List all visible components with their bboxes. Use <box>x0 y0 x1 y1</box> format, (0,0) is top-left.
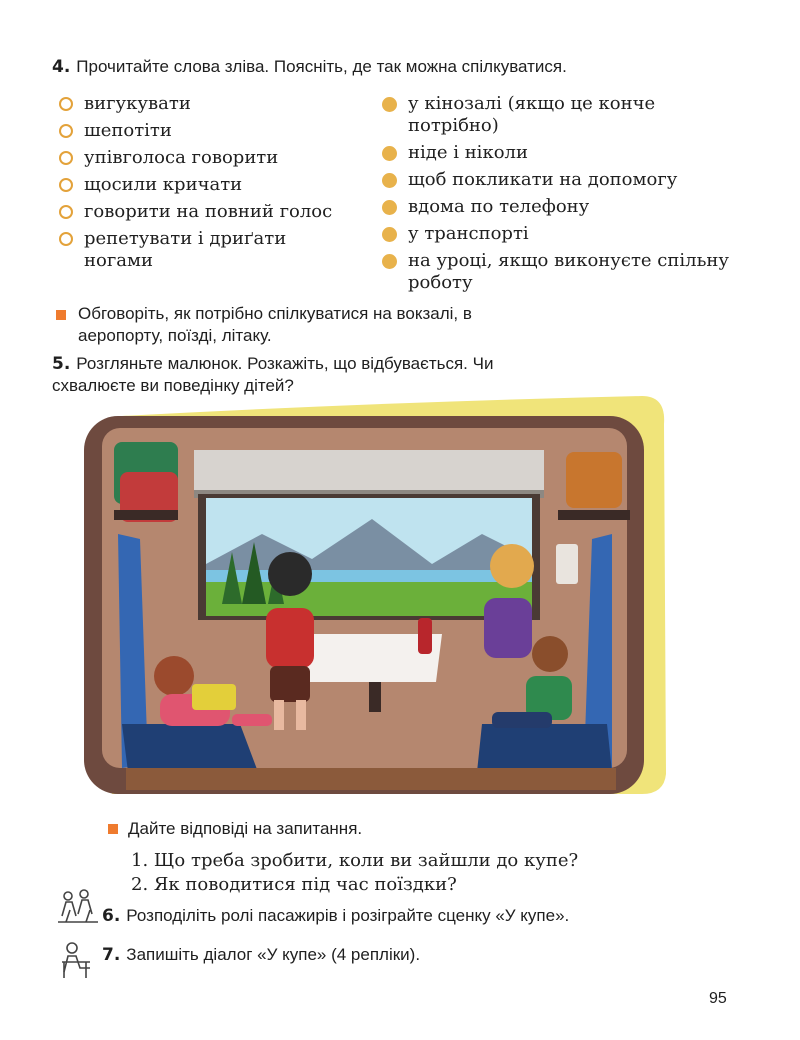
task5-question-2: 2. Як поводитися під час поїздки? <box>131 874 457 895</box>
floor <box>126 768 616 790</box>
page-number: 95 <box>709 990 727 1007</box>
orange-suitcase <box>566 452 622 508</box>
girl-shirt <box>484 598 532 658</box>
task7-number: 7. <box>102 945 121 965</box>
dot-bullet-icon <box>382 227 397 242</box>
roleplay-icon <box>56 886 100 926</box>
task4-left-list <box>56 93 341 277</box>
task6-instruction: Розподіліть ролі пасажирів і розіграйте сценку «У купе». <box>126 906 570 925</box>
task6-line <box>102 905 742 927</box>
task5-number: 5. <box>52 354 71 374</box>
list-item: шепотіти <box>56 120 341 142</box>
sleeping-girl-head <box>154 656 194 696</box>
task5-answer-prompt: Дайте відповіді на запитання. <box>128 819 363 838</box>
list-item: ніде і ніколи <box>380 142 740 164</box>
tablet <box>192 684 236 710</box>
ring-bullet-icon <box>59 97 73 111</box>
list-item: у транспорті <box>380 223 740 245</box>
task5-question-1: 1. Що треба зробити, коли ви зайшли до купе? <box>131 850 579 871</box>
ring-bullet-icon <box>59 124 73 138</box>
dot-bullet-icon <box>382 254 397 269</box>
task4-discussion: Обговоріть, як потрібно спілкуватися на вокзалі, в аеропорту, поїзді, літаку. <box>78 304 472 345</box>
boy-shirt <box>266 608 314 668</box>
left-seat <box>122 724 258 772</box>
list-item: упівголоса говорити <box>56 147 341 169</box>
dot-bullet-icon <box>382 146 397 161</box>
list-item: у кінозалі (якщо це конче потрібно) <box>380 93 740 137</box>
list-item: щоб покликати на допомогу <box>380 169 740 191</box>
task5-heading <box>52 353 572 397</box>
call-button-panel <box>556 544 578 584</box>
task6-number: 6. <box>102 906 121 926</box>
list-item: щосили кричати <box>56 174 341 196</box>
boy-head <box>268 552 312 596</box>
dot-bullet-icon <box>382 173 397 188</box>
writing-icon <box>56 940 96 980</box>
list-item: на уроці, якщо виконуєте спільну роботу <box>380 250 740 294</box>
task5-instruction: Розгляньте малюнок. Розкажіть, що відбувається. Чи схвалюєте ви поведінку дітей? <box>52 354 494 395</box>
list-item: вдома по телефону <box>380 196 740 218</box>
square-bullet-icon <box>108 824 118 834</box>
juice-bottle <box>418 618 432 654</box>
task7-instruction: Запишіть діалог «У купе» (4 репліки). <box>126 945 421 964</box>
list-item: говорити на повний голос <box>56 201 341 223</box>
task4-instruction: Прочитайте слова зліва. Поясніть, де так можна спілкуватися. <box>76 57 567 76</box>
list-item: вигукувати <box>56 93 341 115</box>
ring-bullet-icon <box>59 151 73 165</box>
task4-number: 4. <box>52 57 71 77</box>
ring-bullet-icon <box>59 205 73 219</box>
task7-line <box>102 944 742 966</box>
girl-head <box>490 544 534 588</box>
train-compartment-illustration <box>82 394 666 798</box>
ring-bullet-icon <box>59 232 73 246</box>
task4-right-list <box>380 93 740 299</box>
task4-heading <box>52 56 752 78</box>
ring-bullet-icon <box>59 178 73 192</box>
window-blind <box>194 450 544 494</box>
dot-bullet-icon <box>382 200 397 215</box>
list-item: репетувати і дриґати ногами <box>56 228 341 272</box>
square-bullet-icon <box>56 310 66 320</box>
right-seat <box>477 724 612 772</box>
seated-boy-head <box>532 636 568 672</box>
dot-bullet-icon <box>382 97 397 112</box>
